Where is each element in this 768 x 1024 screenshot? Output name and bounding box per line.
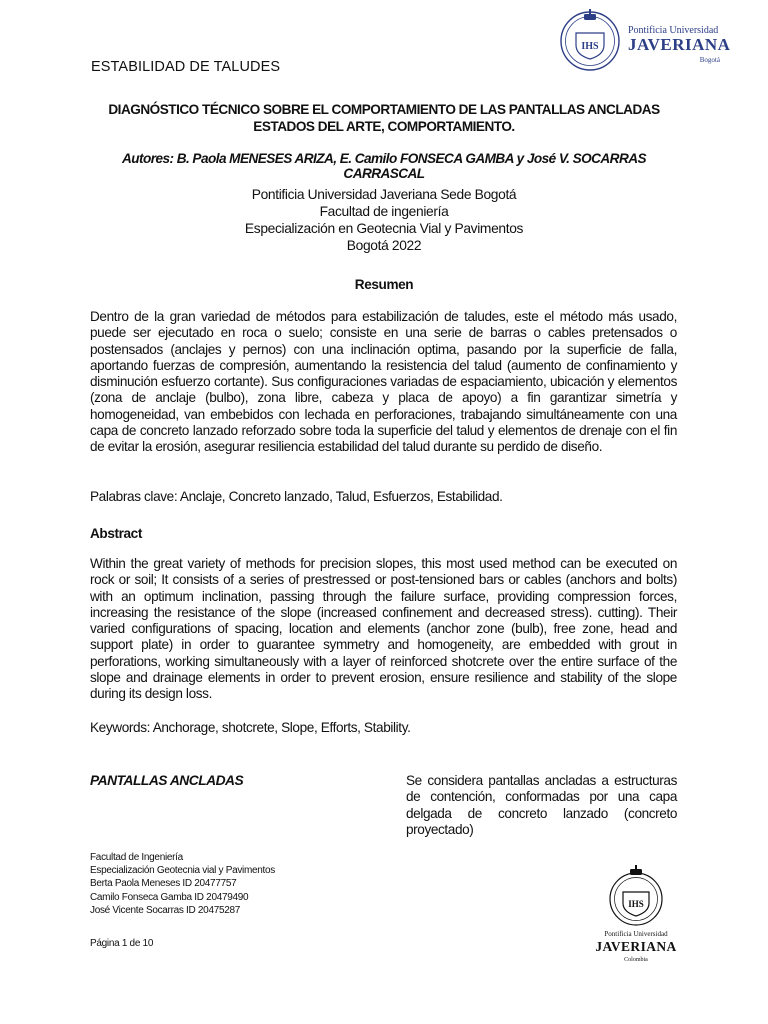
keywords-spanish: Palabras clave: Anclaje, Concreto lanzado, Talud, Esfuerzos, Estabilidad. xyxy=(90,489,503,504)
footer-line-program: Especialización Geotecnia vial y Pavimentos xyxy=(90,865,275,877)
svg-text:Bogotá: Bogotá xyxy=(699,56,720,64)
keywords-english: Keywords: Anchorage, shotcrete, Slope, Efforts, Stability. xyxy=(90,720,411,735)
affiliation-university: Pontificia Universidad Javeriana Sede Bogotá xyxy=(251,187,517,202)
resumen-heading: Resumen xyxy=(354,277,414,292)
affiliation-program: Especialización en Geotecnia Vial y Pavimentos xyxy=(244,221,524,236)
svg-text:Pontificia Universidad: Pontificia Universidad xyxy=(604,930,668,938)
abstract-paragraph: Within the great variety of methods for precision slopes, this most used method can be executed on rock or soil; It consists of a series of prestressed or post-tensioned bars or cables (anchors and bolts) with an optimum inclination, passing through the failure surface, providing compression forces, increasing the resistance of the slope (increased confinement and decreased stress). cutting). Their varied configurations of spacing, location and elements (anchor zone (bulb), free zone, head and support plate) in order to guarantee symmetry and homogeneity, are embedded with grout in perforations, working simultaneously with a layer of reinforced shotcrete over the entire surface of the slope and drainage elements in order to prevent erosion, ensure resilience and stability of the slope during its design loss. xyxy=(90,556,677,702)
svg-text:IHS: IHS xyxy=(628,899,644,909)
page-number: Página 1 de 10 xyxy=(90,938,154,949)
svg-text:JAVERIANA: JAVERIANA xyxy=(628,35,731,54)
resumen-paragraph: Dentro de la gran variedad de métodos para estabilización de taludes, este el método más usado, puede ser ejecutado en roca o suelo; consiste en una serie de barras o cables pretensados o postensados (anclajes y pernos) con una inclinación optima, pasando por la superficie de falla, aportando fuerzas de compresión, aumentando la resistencia del talud (aumento de confinamiento y disminución esfuerzo cortante). Sus configuraciones variadas de espaciamiento, ubicación y elementos (zona de anclaje (bulbo), zona libre, cabeza y placa de apoyo) a fin garantizar simetría y homogeneidad, van embebidos con lechada en perforaciones, trabajando simultáneamente con una capa de concreto lanzado reforzado sobre toda la superficie del talud y elementos de drenaje con el fin de evitar la erosión, asegurar resiliencia estabilidad del talud durante su perdido de diseño. xyxy=(90,309,677,455)
footer-line-author-2: Camilo Fonseca Gamba ID 20479490 xyxy=(90,891,249,903)
footer-line-author-1: Berta Paola Meneses ID 20477757 xyxy=(90,878,237,890)
university-seal-icon xyxy=(556,8,741,72)
section-heading: PANTALLAS ANCLADAS xyxy=(90,773,244,788)
affiliation-block xyxy=(90,186,678,254)
footer-info xyxy=(90,851,275,917)
svg-text:Colombia: Colombia xyxy=(624,957,648,963)
svg-text:Pontificia Universidad: Pontificia Universidad xyxy=(628,25,719,36)
university-crest-icon xyxy=(590,865,682,965)
footer-line-author-3: José Vicente Socarras ID 20475287 xyxy=(90,904,241,916)
svg-text:IHS: IHS xyxy=(581,41,599,52)
javeriana-logo-bottom xyxy=(590,865,682,965)
running-header: ESTABILIDAD DE TALUDES xyxy=(91,59,281,75)
section-paragraph: Se considera pantallas ancladas a estructuras de contención, conformadas por una capa delgada de concreto lanzado (concreto proyectado) xyxy=(406,773,677,837)
javeriana-logo-top xyxy=(556,8,741,72)
affiliation-year: Bogotá 2022 xyxy=(346,238,422,253)
paper-authors: Autores: B. Paola MENESES ARIZA, E. Camilo FONSECA GAMBA y José V. SOCARRAS CARRASCAL xyxy=(122,151,646,181)
svg-text:JAVERIANA: JAVERIANA xyxy=(595,939,677,954)
abstract-heading: Abstract xyxy=(90,526,142,541)
affiliation-faculty: Facultad de ingeniería xyxy=(319,204,449,219)
footer-line-faculty: Facultad de Ingeniería xyxy=(90,852,183,863)
paper-title: DIAGNÓSTICO TÉCNICO SOBRE EL COMPORTAMIENTO DE LAS PANTALLAS ANCLADAS ESTADOS DEL ARTE, COMPORTAMIENTO. xyxy=(108,102,660,134)
